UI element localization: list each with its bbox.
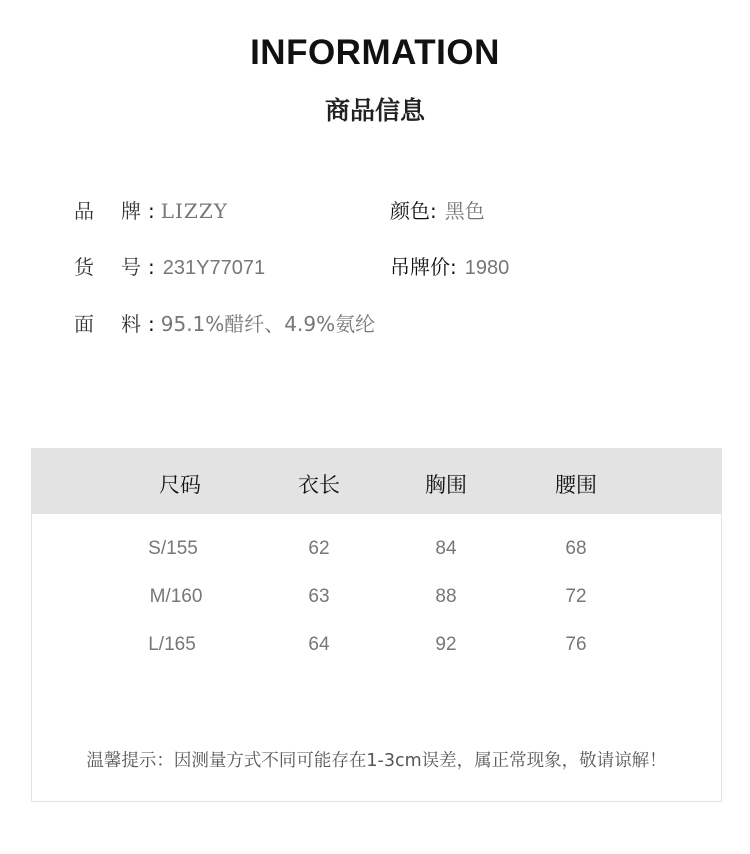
fabric-label <box>74 310 148 338</box>
size-table <box>31 448 722 802</box>
table-cell: 64 <box>308 634 330 655</box>
size-table-header <box>32 449 721 514</box>
tag-price-value: 1980 <box>464 257 510 279</box>
brand-value: LIZZY <box>160 199 228 223</box>
table-cell: M/160 <box>149 586 203 607</box>
item-number-label-char-2: 号 <box>121 255 141 279</box>
color-value: 黑色 <box>444 199 485 223</box>
table-cell: 72 <box>565 586 587 607</box>
tag-price-info <box>390 253 509 282</box>
brand-label-char-2: 牌 <box>121 199 141 223</box>
fabric-label-char-1: 面 <box>74 312 94 336</box>
header-waist: 腰围 <box>555 473 597 497</box>
page-title-cn: 商品信息 <box>324 96 425 125</box>
brand-colon: : <box>148 199 155 223</box>
item-number-label <box>74 253 148 281</box>
table-cell: 63 <box>308 586 330 607</box>
brand-label <box>74 197 148 225</box>
header-bust: 胸围 <box>425 473 467 497</box>
page-title-en: INFORMATION <box>250 33 500 72</box>
tag-price-colon: : <box>450 255 457 279</box>
brand-info <box>74 197 228 225</box>
item-number-info <box>74 253 265 282</box>
color-info <box>390 197 485 225</box>
measurement-note: 温馨提示：因测量方式不同可能存在1-3cm误差，属正常现象，敬请谅解！ <box>86 751 667 771</box>
item-number-colon: : <box>148 255 155 279</box>
color-label: 颜色 <box>390 199 430 223</box>
table-cell: L/165 <box>148 634 196 655</box>
color-colon: : <box>430 199 437 223</box>
header-size: 尺码 <box>159 473 201 497</box>
table-cell: 92 <box>435 634 457 655</box>
item-number-label-char-1: 货 <box>74 255 94 279</box>
table-cell: S/155 <box>148 538 198 559</box>
table-cell: 84 <box>435 538 457 559</box>
fabric-info <box>74 310 375 338</box>
fabric-colon: : <box>148 312 155 336</box>
header-length: 衣长 <box>298 473 340 497</box>
table-cell: 68 <box>565 538 587 559</box>
table-cell: 76 <box>565 634 587 655</box>
fabric-label-char-2: 料 <box>121 312 141 336</box>
table-cell: 62 <box>308 538 330 559</box>
table-cell: 88 <box>435 586 457 607</box>
brand-label-char-1: 品 <box>74 199 94 223</box>
fabric-value: 95.1%醋纤、4.9%氨纶 <box>160 312 376 336</box>
tag-price-label: 吊牌价 <box>390 255 450 279</box>
item-number-value: 231Y77071 <box>162 257 266 279</box>
